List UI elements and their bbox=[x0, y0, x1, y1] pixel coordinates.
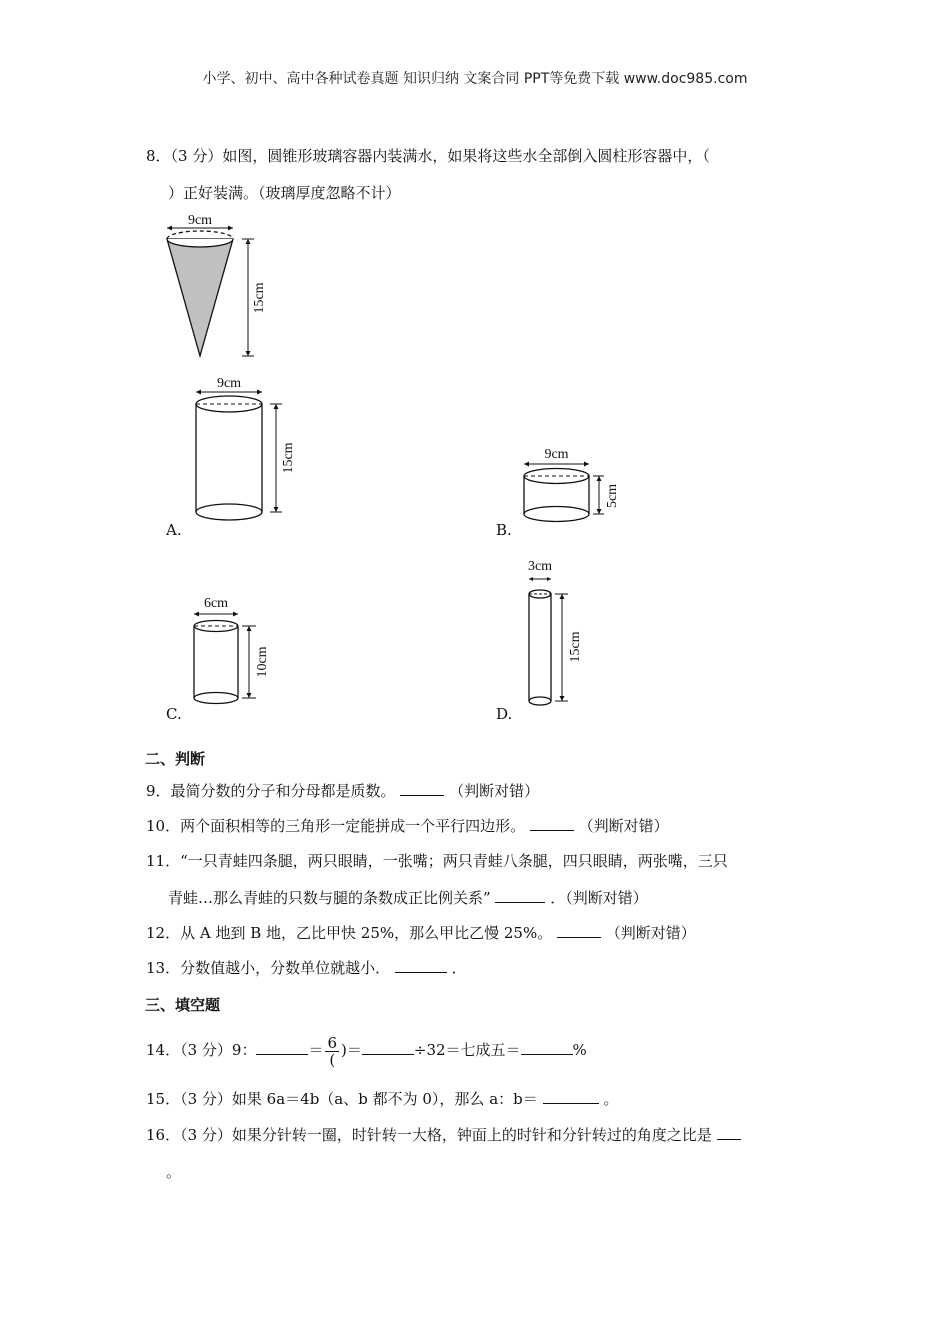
option-b-height: 5cm bbox=[605, 483, 620, 509]
option-d-diameter: 3cm bbox=[527, 559, 553, 574]
section-3-title: 三、填空题 bbox=[145, 996, 221, 1014]
q11-line2: 青蛙…那么青蛙的只数与腿的条数成正比例关系” bbox=[168, 889, 491, 907]
option-a-figure bbox=[180, 372, 310, 524]
option-c-label[interactable]: C. bbox=[166, 705, 182, 723]
q10-blank[interactable] bbox=[530, 816, 574, 831]
option-a-label[interactable]: A. bbox=[166, 521, 182, 539]
option-b-label[interactable]: B. bbox=[496, 521, 512, 539]
cone-diameter-label: 9cm bbox=[187, 213, 213, 228]
q10-text: 10．两个面积相等的三角形一定能拼成一个平行四边形。 bbox=[146, 817, 526, 835]
option-b-diameter: 9cm bbox=[544, 447, 569, 462]
q8-line2: ）正好装满。（玻璃厚度忽略不计） bbox=[168, 184, 401, 202]
q15-blank[interactable] bbox=[543, 1089, 599, 1104]
option-c-height: 10cm bbox=[255, 646, 270, 678]
q14-fraction bbox=[325, 1035, 339, 1068]
option-c-figure bbox=[180, 588, 280, 713]
q13-tail: ． bbox=[451, 959, 467, 977]
section-2-title: 二、判断 bbox=[145, 750, 206, 768]
cone-top-back bbox=[167, 231, 233, 239]
q12-blank[interactable] bbox=[557, 923, 601, 938]
q16-text: 16．（3 分）如果分针转一圈，时针转一大格，钟面上的时针和分针转过的角度之比是 bbox=[146, 1126, 712, 1144]
option-c-diameter: 6cm bbox=[203, 596, 229, 611]
option-d-label[interactable]: D. bbox=[496, 705, 513, 723]
page-header: 小学、初中、高中各种试卷真题 知识归纳 文案合同 PPT等免费下载 www.doc985.com bbox=[202, 71, 748, 87]
option-a-height: 15cm bbox=[281, 442, 296, 474]
q14-div: ÷32＝七成五＝ bbox=[413, 1041, 521, 1059]
q14-blank-3[interactable] bbox=[521, 1040, 573, 1055]
q13-text: 13．分数值越小，分数单位就越小． bbox=[146, 959, 391, 977]
q15-tail: 。 bbox=[603, 1090, 619, 1108]
q12-tail: （判断对错） bbox=[605, 924, 696, 942]
cone-figure bbox=[150, 208, 290, 363]
option-d-height: 15cm bbox=[568, 631, 583, 663]
q11-tail: ．（判断对错） bbox=[550, 889, 648, 907]
q15-row bbox=[146, 1089, 618, 1109]
q14-eq: ＝ bbox=[308, 1041, 324, 1059]
q11-line1: 11．“一只青蛙四条腿，两只眼睛，一张嘴；两只青蛙八条腿，四只眼睛，两张嘴，三只 bbox=[146, 852, 728, 870]
q14-blank-2[interactable] bbox=[362, 1040, 414, 1055]
q14-row bbox=[146, 1034, 587, 1068]
q10-tail: （判断对错） bbox=[578, 817, 669, 835]
q13-blank[interactable] bbox=[395, 958, 447, 973]
q8-line1: 8．（3 分）如图，圆锥形玻璃容器内装满水，如果将这些水全部倒入圆柱形容器中，（ bbox=[146, 147, 710, 165]
q9-text: 9．最简分数的分子和分母都是质数。 bbox=[146, 782, 396, 800]
option-b-figure bbox=[510, 440, 640, 530]
q14-prefix: 14．（3 分）9： bbox=[146, 1041, 257, 1059]
q9-row bbox=[146, 781, 539, 801]
q16-line2: 。 bbox=[166, 1163, 182, 1181]
q12-row bbox=[146, 923, 696, 943]
q12-text: 12．从 A 地到 B 地，乙比甲快 25%，那么甲比乙慢 25%。 bbox=[146, 924, 553, 942]
q14-blank-1[interactable] bbox=[256, 1040, 308, 1055]
q9-blank[interactable] bbox=[400, 781, 444, 796]
cone-height-label: 15cm bbox=[252, 282, 267, 314]
q11-row2 bbox=[168, 888, 648, 908]
q9-tail: （判断对错） bbox=[449, 782, 540, 800]
q14-frac-den[interactable]: ( bbox=[329, 1050, 336, 1069]
q13-row bbox=[146, 958, 467, 978]
q11-blank[interactable] bbox=[495, 888, 545, 903]
q16-blank[interactable] bbox=[717, 1125, 741, 1140]
option-a-diameter: 9cm bbox=[216, 376, 242, 391]
option-d-figure bbox=[515, 553, 600, 713]
q14-close: )＝ bbox=[341, 1041, 362, 1059]
q14-pct: % bbox=[572, 1041, 587, 1059]
q14-frac-num: 6 bbox=[327, 1033, 338, 1052]
q16-row bbox=[146, 1125, 741, 1145]
cone-body bbox=[167, 239, 233, 356]
q10-row bbox=[146, 816, 669, 836]
q15-text: 15．（3 分）如果 6a＝4b（a、b 都不为 0），那么 a：b＝ bbox=[146, 1090, 538, 1108]
